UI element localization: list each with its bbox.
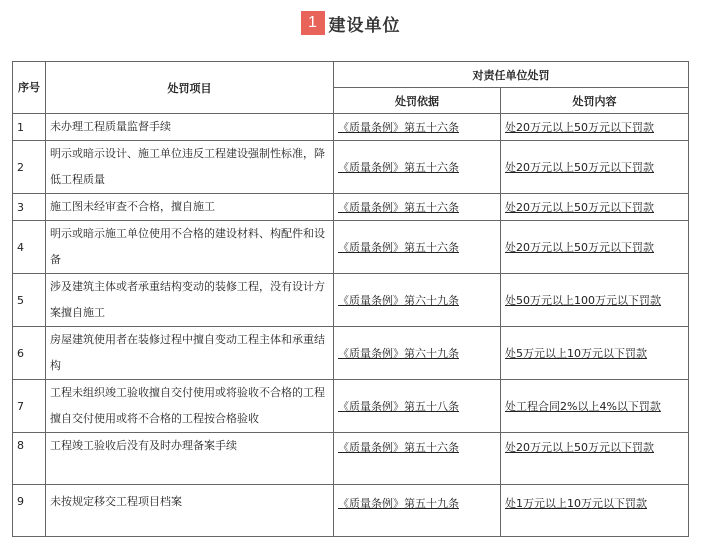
row-basis-cell — [334, 433, 501, 485]
row-basis-cell — [334, 380, 501, 433]
row-seq: 6 — [13, 327, 46, 380]
section-heading — [0, 10, 701, 36]
row-content-cell — [501, 274, 689, 327]
table-row — [13, 380, 689, 433]
table-row — [13, 141, 689, 194]
row-content-cell — [501, 141, 689, 194]
row-content-cell — [501, 485, 689, 537]
row-seq: 8 — [13, 433, 46, 485]
row-seq: 4 — [13, 221, 46, 274]
row-basis-link[interactable]: 《质量条例》第五十八条 — [338, 400, 459, 413]
row-item: 房屋建筑使用者在装修过程中擅自变动工程主体和承重结构 — [46, 327, 334, 380]
row-item: 未办理工程质量监督手续 — [46, 114, 334, 141]
table-row — [13, 221, 689, 274]
row-content-link[interactable]: 处工程合同2%以上4%以下罚款 — [505, 400, 661, 413]
header-item: 处罚项目 — [46, 62, 334, 114]
row-item: 明示或暗示设计、施工单位违反工程建设强制性标准，降低工程质量 — [46, 141, 334, 194]
row-seq: 5 — [13, 274, 46, 327]
row-content-link[interactable]: 处50万元以上100万元以下罚款 — [505, 294, 661, 307]
row-seq: 1 — [13, 114, 46, 141]
row-basis-link[interactable]: 《质量条例》第六十九条 — [338, 294, 459, 307]
row-basis-link[interactable]: 《质量条例》第五十六条 — [338, 121, 459, 134]
section-title: 建设单位 — [328, 15, 401, 36]
row-content-link[interactable]: 处1万元以上10万元以下罚款 — [505, 497, 647, 510]
row-item: 涉及建筑主体或者承重结构变动的装修工程，没有设计方案擅自施工 — [46, 274, 334, 327]
row-content-link[interactable]: 处20万元以上50万元以下罚款 — [505, 241, 654, 254]
row-content-link[interactable]: 处5万元以上10万元以下罚款 — [505, 347, 647, 360]
row-content-link[interactable]: 处20万元以上50万元以下罚款 — [505, 201, 654, 214]
header-basis: 处罚依据 — [334, 88, 501, 114]
row-basis-cell — [334, 485, 501, 537]
row-basis-link[interactable]: 《质量条例》第五十六条 — [338, 201, 459, 214]
row-item: 工程未组织竣工验收擅自交付使用或将验收不合格的工程擅自交付使用或将不合格的工程按合格验收 — [46, 380, 334, 433]
row-basis-link[interactable]: 《质量条例》第五十六条 — [338, 441, 459, 454]
row-basis-cell — [334, 221, 501, 274]
row-content-link[interactable]: 处20万元以上50万元以下罚款 — [505, 121, 654, 134]
penalty-table — [12, 61, 689, 537]
row-seq: 7 — [13, 380, 46, 433]
row-item: 明示或暗示施工单位使用不合格的建设材料、构配件和设备 — [46, 221, 334, 274]
row-basis-cell — [334, 327, 501, 380]
section-number-badge: 1 — [301, 11, 325, 35]
row-content-link[interactable]: 处20万元以上50万元以下罚款 — [505, 441, 654, 454]
row-content-cell — [501, 194, 689, 221]
row-basis-link[interactable]: 《质量条例》第五十六条 — [338, 241, 459, 254]
header-content: 处罚内容 — [501, 88, 689, 114]
header-seq: 序号 — [13, 62, 46, 114]
header-group: 对责任单位处罚 — [334, 62, 689, 88]
table-row — [13, 327, 689, 380]
row-item: 未按规定移交工程项目档案 — [46, 485, 334, 537]
table-row — [13, 485, 689, 537]
row-basis-link[interactable]: 《质量条例》第六十九条 — [338, 347, 459, 360]
row-seq: 3 — [13, 194, 46, 221]
table-row — [13, 433, 689, 485]
row-item: 工程竣工验收后没有及时办理备案手续 — [46, 433, 334, 485]
row-basis-link[interactable]: 《质量条例》第五十九条 — [338, 497, 459, 510]
table-row — [13, 274, 689, 327]
row-basis-cell — [334, 114, 501, 141]
row-basis-cell — [334, 274, 501, 327]
row-seq: 2 — [13, 141, 46, 194]
row-basis-link[interactable]: 《质量条例》第五十六条 — [338, 161, 459, 174]
row-basis-cell — [334, 141, 501, 194]
row-basis-cell — [334, 194, 501, 221]
row-content-link[interactable]: 处20万元以上50万元以下罚款 — [505, 161, 654, 174]
table-row — [13, 114, 689, 141]
row-content-cell — [501, 433, 689, 485]
row-content-cell — [501, 380, 689, 433]
row-content-cell — [501, 327, 689, 380]
row-content-cell — [501, 221, 689, 274]
row-content-cell — [501, 114, 689, 141]
table-row — [13, 194, 689, 221]
row-item: 施工图未经审查不合格，擅自施工 — [46, 194, 334, 221]
row-seq: 9 — [13, 485, 46, 537]
